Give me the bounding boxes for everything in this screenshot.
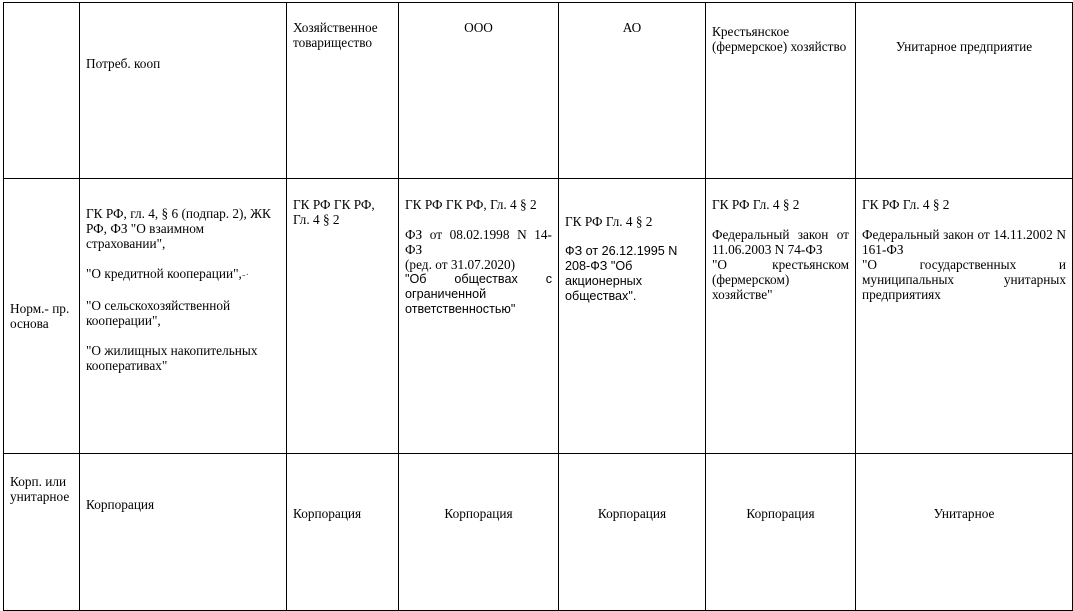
corp-farm [706, 454, 856, 611]
basis-partnership-text: ГК РФ ГК РФ, Гл. 4 § 2 [293, 197, 375, 227]
basis-jsc-line1: ГК РФ Гл. 4 § 2 [565, 214, 653, 229]
corp-jsc-text: Корпорация [597, 506, 667, 521]
header-llc [399, 3, 559, 179]
basis-label-cell [4, 179, 80, 454]
header-jsc [559, 3, 706, 179]
header-row [4, 3, 1073, 179]
corner-cell [4, 3, 80, 179]
corp-jsc [559, 454, 706, 611]
header-coop-text: Потреб. кооп [86, 56, 161, 71]
basis-llc-line3: (ред. от 31.07.2020) [405, 257, 516, 272]
basis-unitary-line1: ГК РФ Гл. 4 § 2 [862, 197, 950, 212]
basis-coop-line2-wrap [86, 266, 280, 283]
basis-farm-line2: Федеральный закон от 11.06.2003 N 74-ФЗ [712, 227, 849, 257]
header-unitary-text: Унитарное предприятие [895, 39, 1033, 54]
basis-partnership [287, 179, 399, 454]
corp-coop [80, 454, 287, 611]
basis-llc [399, 179, 559, 454]
basis-farm-line1: ГК РФ Гл. 4 § 2 [712, 197, 800, 212]
edit-mark-icon: -· [241, 269, 250, 281]
basis-unitary-line3: "О государственных и муниципальных унитарных предприятиях [862, 257, 1066, 302]
corp-unitary-text: Унитарное [933, 506, 995, 521]
basis-llc-line1: ГК РФ ГК РФ, Гл. 4 § 2 [405, 197, 537, 212]
corp-unitary [856, 454, 1073, 611]
basis-unitary [856, 179, 1073, 454]
header-jsc-text: АО [622, 20, 642, 35]
basis-coop-line1: ГК РФ, гл. 4, § 6 (подпар. 2), ЖК РФ, ФЗ "О взаимном страховании", [86, 206, 271, 251]
header-llc-text: ООО [464, 20, 493, 35]
header-unitary [856, 3, 1073, 179]
basis-farm-line3: "О крестьянском (фермерском) хозяйстве" [712, 257, 849, 302]
header-farm-text: Крестьянское (фермерское) хозяйство [712, 24, 847, 54]
basis-coop [80, 179, 287, 454]
corp-partnership-text: Корпорация [293, 506, 362, 521]
corp-llc [399, 454, 559, 611]
corp-row [4, 454, 1073, 611]
corp-partnership [287, 454, 399, 611]
basis-jsc-line2: ФЗ от 26.12.1995 N 208-ФЗ "Об акционерных обществах". [565, 244, 678, 303]
basis-row [4, 179, 1073, 454]
basis-coop-line4: "О жилищных накопительных кооперативах" [86, 343, 258, 373]
basis-label: Норм.- пр. основа [10, 301, 70, 331]
header-partnership [287, 3, 399, 179]
basis-coop-line3: "О сельскохозяйственной кооперации", [86, 298, 231, 328]
header-farm [706, 3, 856, 179]
corp-farm-text: Корпорация [746, 506, 815, 521]
basis-farm [706, 179, 856, 454]
corp-label: Корп. или унитарное [10, 474, 70, 504]
corp-llc-text: Корпорация [444, 506, 513, 521]
header-partnership-text: Хозяйственное товарищество [293, 20, 378, 50]
corp-coop-text: Корпорация [86, 497, 155, 512]
corp-label-cell [4, 454, 80, 611]
header-coop [80, 3, 287, 179]
basis-coop-line2: "О кредитной кооперации", [86, 266, 242, 281]
basis-unitary-line2: Федеральный закон от 14.11.2002 N 161-ФЗ [862, 227, 1066, 257]
basis-jsc [559, 179, 706, 454]
basis-llc-line2: ФЗ от 08.02.1998 N 14-ФЗ [405, 227, 552, 257]
comparison-table [3, 2, 1073, 611]
basis-llc-line4: "Об обществах с ограниченной ответственностью" [405, 272, 552, 316]
